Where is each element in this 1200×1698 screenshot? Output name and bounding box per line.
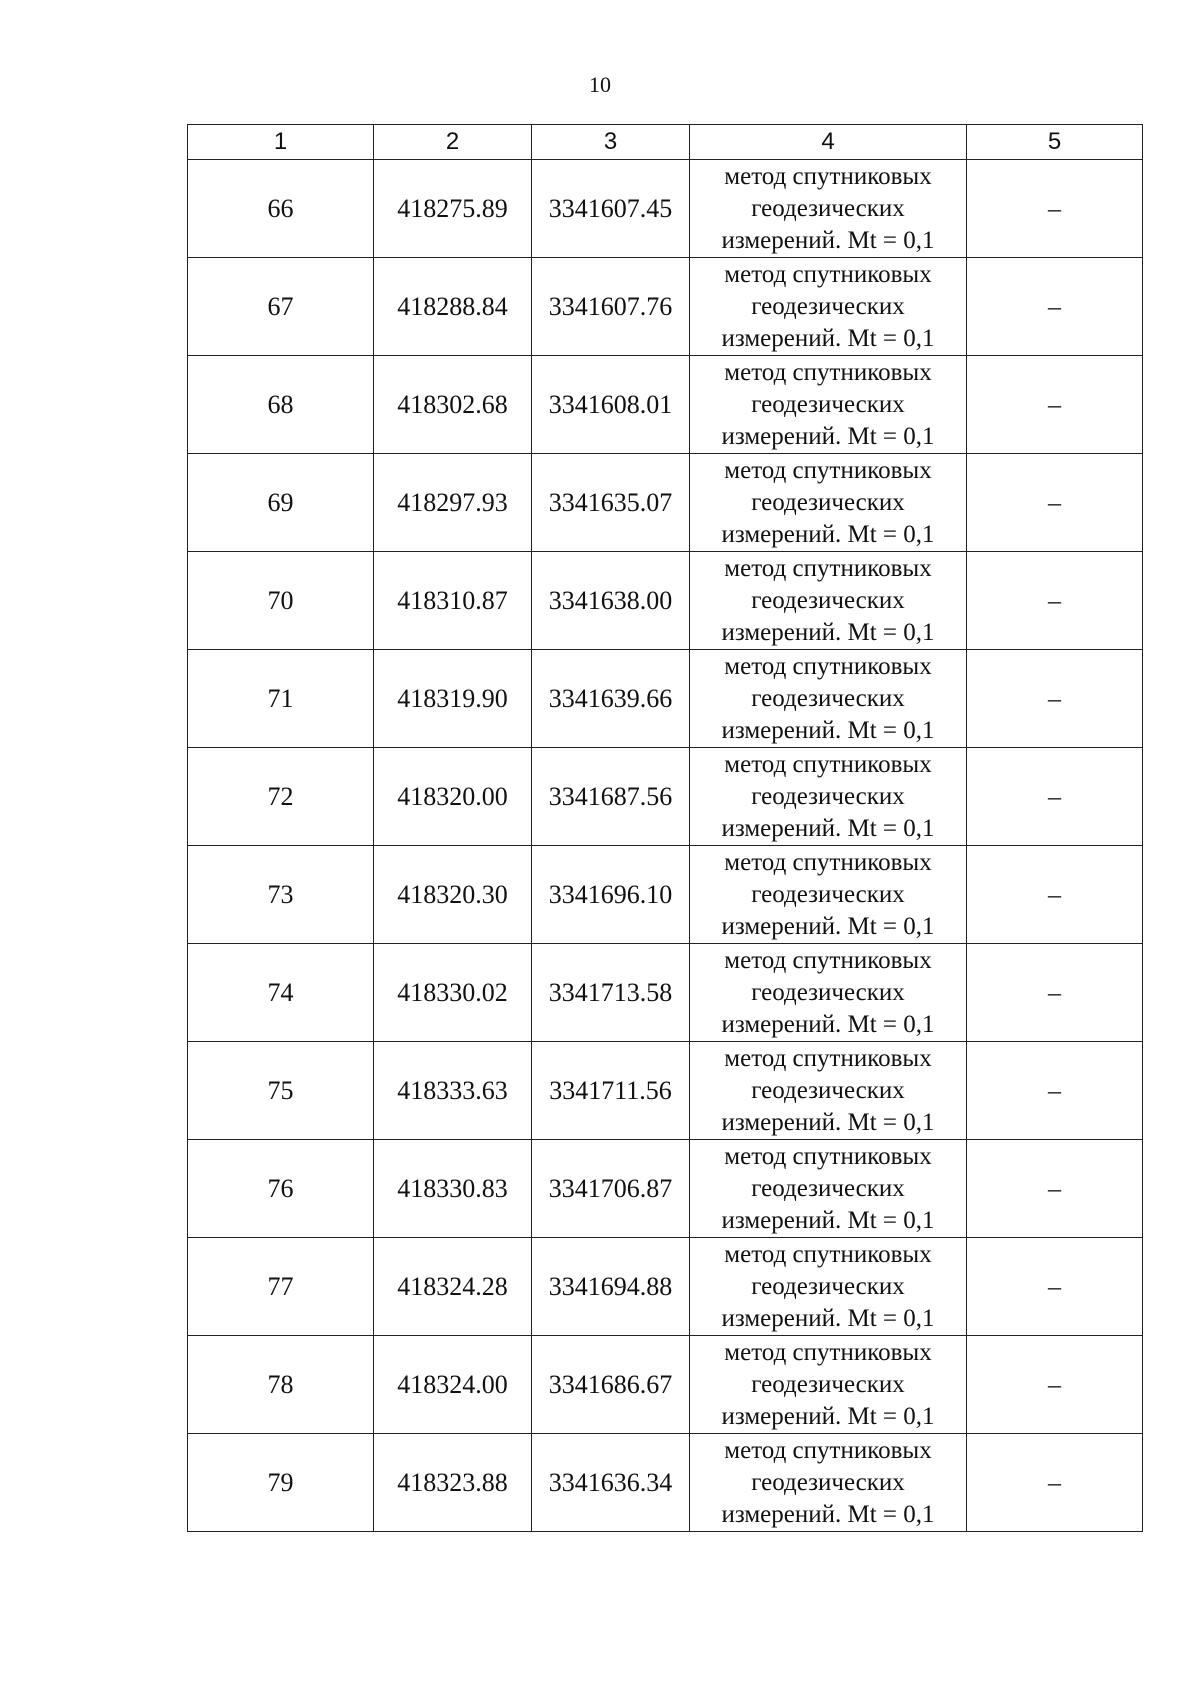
table-row bbox=[188, 1238, 1143, 1336]
x-coordinate-cell: 418324.28 bbox=[374, 1238, 532, 1336]
table-row bbox=[188, 1140, 1143, 1238]
method-text-line: метод спутниковых bbox=[724, 456, 932, 484]
method-text-line: метод спутниковых bbox=[724, 1240, 932, 1268]
point-number-cell: 71 bbox=[188, 650, 374, 748]
point-number-cell: 75 bbox=[188, 1042, 374, 1140]
point-number-cell: 66 bbox=[188, 160, 374, 258]
point-number-cell: 73 bbox=[188, 846, 374, 944]
method-cell bbox=[690, 1238, 967, 1336]
column-header: 5 bbox=[967, 125, 1143, 160]
column-header: 1 bbox=[188, 125, 374, 160]
method-text-line: измерений. Mt = 0,1 bbox=[721, 1402, 935, 1430]
note-cell: – bbox=[967, 1434, 1143, 1532]
y-coordinate-cell: 3341694.88 bbox=[532, 1238, 690, 1336]
point-number-cell: 79 bbox=[188, 1434, 374, 1532]
point-number-cell: 70 bbox=[188, 552, 374, 650]
method-text-line: геодезических bbox=[751, 390, 905, 418]
point-number-cell: 77 bbox=[188, 1238, 374, 1336]
method-text-line: метод спутниковых bbox=[724, 1142, 932, 1170]
x-coordinate-cell: 418323.88 bbox=[374, 1434, 532, 1532]
note-cell: – bbox=[967, 748, 1143, 846]
method-cell bbox=[690, 454, 967, 552]
table-row bbox=[188, 160, 1143, 258]
method-cell bbox=[690, 1042, 967, 1140]
note-cell: – bbox=[967, 552, 1143, 650]
x-coordinate-cell: 418330.83 bbox=[374, 1140, 532, 1238]
method-text-line: геодезических bbox=[751, 880, 905, 908]
point-number-cell: 68 bbox=[188, 356, 374, 454]
x-coordinate-cell: 418320.00 bbox=[374, 748, 532, 846]
method-cell bbox=[690, 1336, 967, 1434]
method-cell bbox=[690, 1140, 967, 1238]
method-text-line: геодезических bbox=[751, 1174, 905, 1202]
table-row bbox=[188, 356, 1143, 454]
method-text-line: метод спутниковых bbox=[724, 260, 932, 288]
table-row bbox=[188, 1434, 1143, 1532]
y-coordinate-cell: 3341711.56 bbox=[532, 1042, 690, 1140]
method-text-line: геодезических bbox=[751, 488, 905, 516]
method-text-line: измерений. Mt = 0,1 bbox=[721, 520, 935, 548]
method-text-line: метод спутниковых bbox=[724, 554, 932, 582]
table-row bbox=[188, 944, 1143, 1042]
table-row bbox=[188, 650, 1143, 748]
point-number-cell: 76 bbox=[188, 1140, 374, 1238]
method-text-line: измерений. Mt = 0,1 bbox=[721, 618, 935, 646]
note-cell: – bbox=[967, 1140, 1143, 1238]
x-coordinate-cell: 418310.87 bbox=[374, 552, 532, 650]
x-coordinate-cell: 418288.84 bbox=[374, 258, 532, 356]
method-text-line: геодезических bbox=[751, 586, 905, 614]
method-cell bbox=[690, 748, 967, 846]
method-text-line: измерений. Mt = 0,1 bbox=[721, 1500, 935, 1528]
table-row bbox=[188, 1336, 1143, 1434]
table-header-row bbox=[188, 125, 1143, 160]
table-row bbox=[188, 1042, 1143, 1140]
y-coordinate-cell: 3341696.10 bbox=[532, 846, 690, 944]
point-number-cell: 74 bbox=[188, 944, 374, 1042]
coordinates-table bbox=[187, 124, 1143, 1532]
point-number-cell: 69 bbox=[188, 454, 374, 552]
note-cell: – bbox=[967, 160, 1143, 258]
method-cell bbox=[690, 1434, 967, 1532]
method-text-line: метод спутниковых bbox=[724, 750, 932, 778]
method-text-line: метод спутниковых bbox=[724, 1044, 932, 1072]
note-cell: – bbox=[967, 454, 1143, 552]
method-text-line: метод спутниковых bbox=[724, 946, 932, 974]
method-text-line: геодезических bbox=[751, 782, 905, 810]
method-text-line: геодезических bbox=[751, 292, 905, 320]
method-cell bbox=[690, 356, 967, 454]
x-coordinate-cell: 418275.89 bbox=[374, 160, 532, 258]
page-number: 10 bbox=[589, 72, 611, 97]
note-cell: – bbox=[967, 356, 1143, 454]
method-text-line: измерений. Mt = 0,1 bbox=[721, 716, 935, 744]
method-cell bbox=[690, 552, 967, 650]
method-text-line: метод спутниковых bbox=[724, 652, 932, 680]
x-coordinate-cell: 418333.63 bbox=[374, 1042, 532, 1140]
x-coordinate-cell: 418324.00 bbox=[374, 1336, 532, 1434]
y-coordinate-cell: 3341706.87 bbox=[532, 1140, 690, 1238]
column-header: 2 bbox=[374, 125, 532, 160]
method-text-line: геодезических bbox=[751, 1370, 905, 1398]
method-text-line: измерений. Mt = 0,1 bbox=[721, 814, 935, 842]
y-coordinate-cell: 3341607.76 bbox=[532, 258, 690, 356]
method-text-line: геодезических bbox=[751, 194, 905, 222]
method-text-line: измерений. Mt = 0,1 bbox=[721, 1108, 935, 1136]
y-coordinate-cell: 3341687.56 bbox=[532, 748, 690, 846]
note-cell: – bbox=[967, 1042, 1143, 1140]
x-coordinate-cell: 418320.30 bbox=[374, 846, 532, 944]
method-cell bbox=[690, 846, 967, 944]
y-coordinate-cell: 3341638.00 bbox=[532, 552, 690, 650]
note-cell: – bbox=[967, 258, 1143, 356]
method-text-line: метод спутниковых bbox=[724, 358, 932, 386]
y-coordinate-cell: 3341686.67 bbox=[532, 1336, 690, 1434]
point-number-cell: 67 bbox=[188, 258, 374, 356]
method-text-line: геодезических bbox=[751, 684, 905, 712]
table-row bbox=[188, 846, 1143, 944]
x-coordinate-cell: 418319.90 bbox=[374, 650, 532, 748]
column-header: 3 bbox=[532, 125, 690, 160]
point-number-cell: 72 bbox=[188, 748, 374, 846]
note-cell: – bbox=[967, 650, 1143, 748]
method-text-line: измерений. Mt = 0,1 bbox=[721, 1010, 935, 1038]
method-text-line: метод спутниковых bbox=[724, 1436, 932, 1464]
method-text-line: геодезических bbox=[751, 1076, 905, 1104]
y-coordinate-cell: 3341639.66 bbox=[532, 650, 690, 748]
y-coordinate-cell: 3341636.34 bbox=[532, 1434, 690, 1532]
method-text-line: геодезических bbox=[751, 1272, 905, 1300]
method-text-line: измерений. Mt = 0,1 bbox=[721, 422, 935, 450]
y-coordinate-cell: 3341635.07 bbox=[532, 454, 690, 552]
table-row bbox=[188, 258, 1143, 356]
table-row bbox=[188, 748, 1143, 846]
point-number-cell: 78 bbox=[188, 1336, 374, 1434]
method-text-line: геодезических bbox=[751, 1468, 905, 1496]
note-cell: – bbox=[967, 846, 1143, 944]
column-header: 4 bbox=[690, 125, 967, 160]
x-coordinate-cell: 418330.02 bbox=[374, 944, 532, 1042]
method-text-line: метод спутниковых bbox=[724, 1338, 932, 1366]
table-row bbox=[188, 454, 1143, 552]
table-body bbox=[188, 160, 1143, 1532]
note-cell: – bbox=[967, 944, 1143, 1042]
method-text-line: измерений. Mt = 0,1 bbox=[721, 324, 935, 352]
table-row bbox=[188, 552, 1143, 650]
x-coordinate-cell: 418302.68 bbox=[374, 356, 532, 454]
method-cell bbox=[690, 650, 967, 748]
method-text-line: метод спутниковых bbox=[724, 162, 932, 190]
x-coordinate-cell: 418297.93 bbox=[374, 454, 532, 552]
method-text-line: измерений. Mt = 0,1 bbox=[721, 1206, 935, 1234]
method-text-line: измерений. Mt = 0,1 bbox=[721, 226, 935, 254]
note-cell: – bbox=[967, 1336, 1143, 1434]
method-cell bbox=[690, 258, 967, 356]
method-text-line: измерений. Mt = 0,1 bbox=[721, 1304, 935, 1332]
y-coordinate-cell: 3341608.01 bbox=[532, 356, 690, 454]
note-cell: – bbox=[967, 1238, 1143, 1336]
y-coordinate-cell: 3341713.58 bbox=[532, 944, 690, 1042]
y-coordinate-cell: 3341607.45 bbox=[532, 160, 690, 258]
method-cell bbox=[690, 160, 967, 258]
method-cell bbox=[690, 944, 967, 1042]
method-text-line: геодезических bbox=[751, 978, 905, 1006]
method-text-line: метод спутниковых bbox=[724, 848, 932, 876]
method-text-line: измерений. Mt = 0,1 bbox=[721, 912, 935, 940]
